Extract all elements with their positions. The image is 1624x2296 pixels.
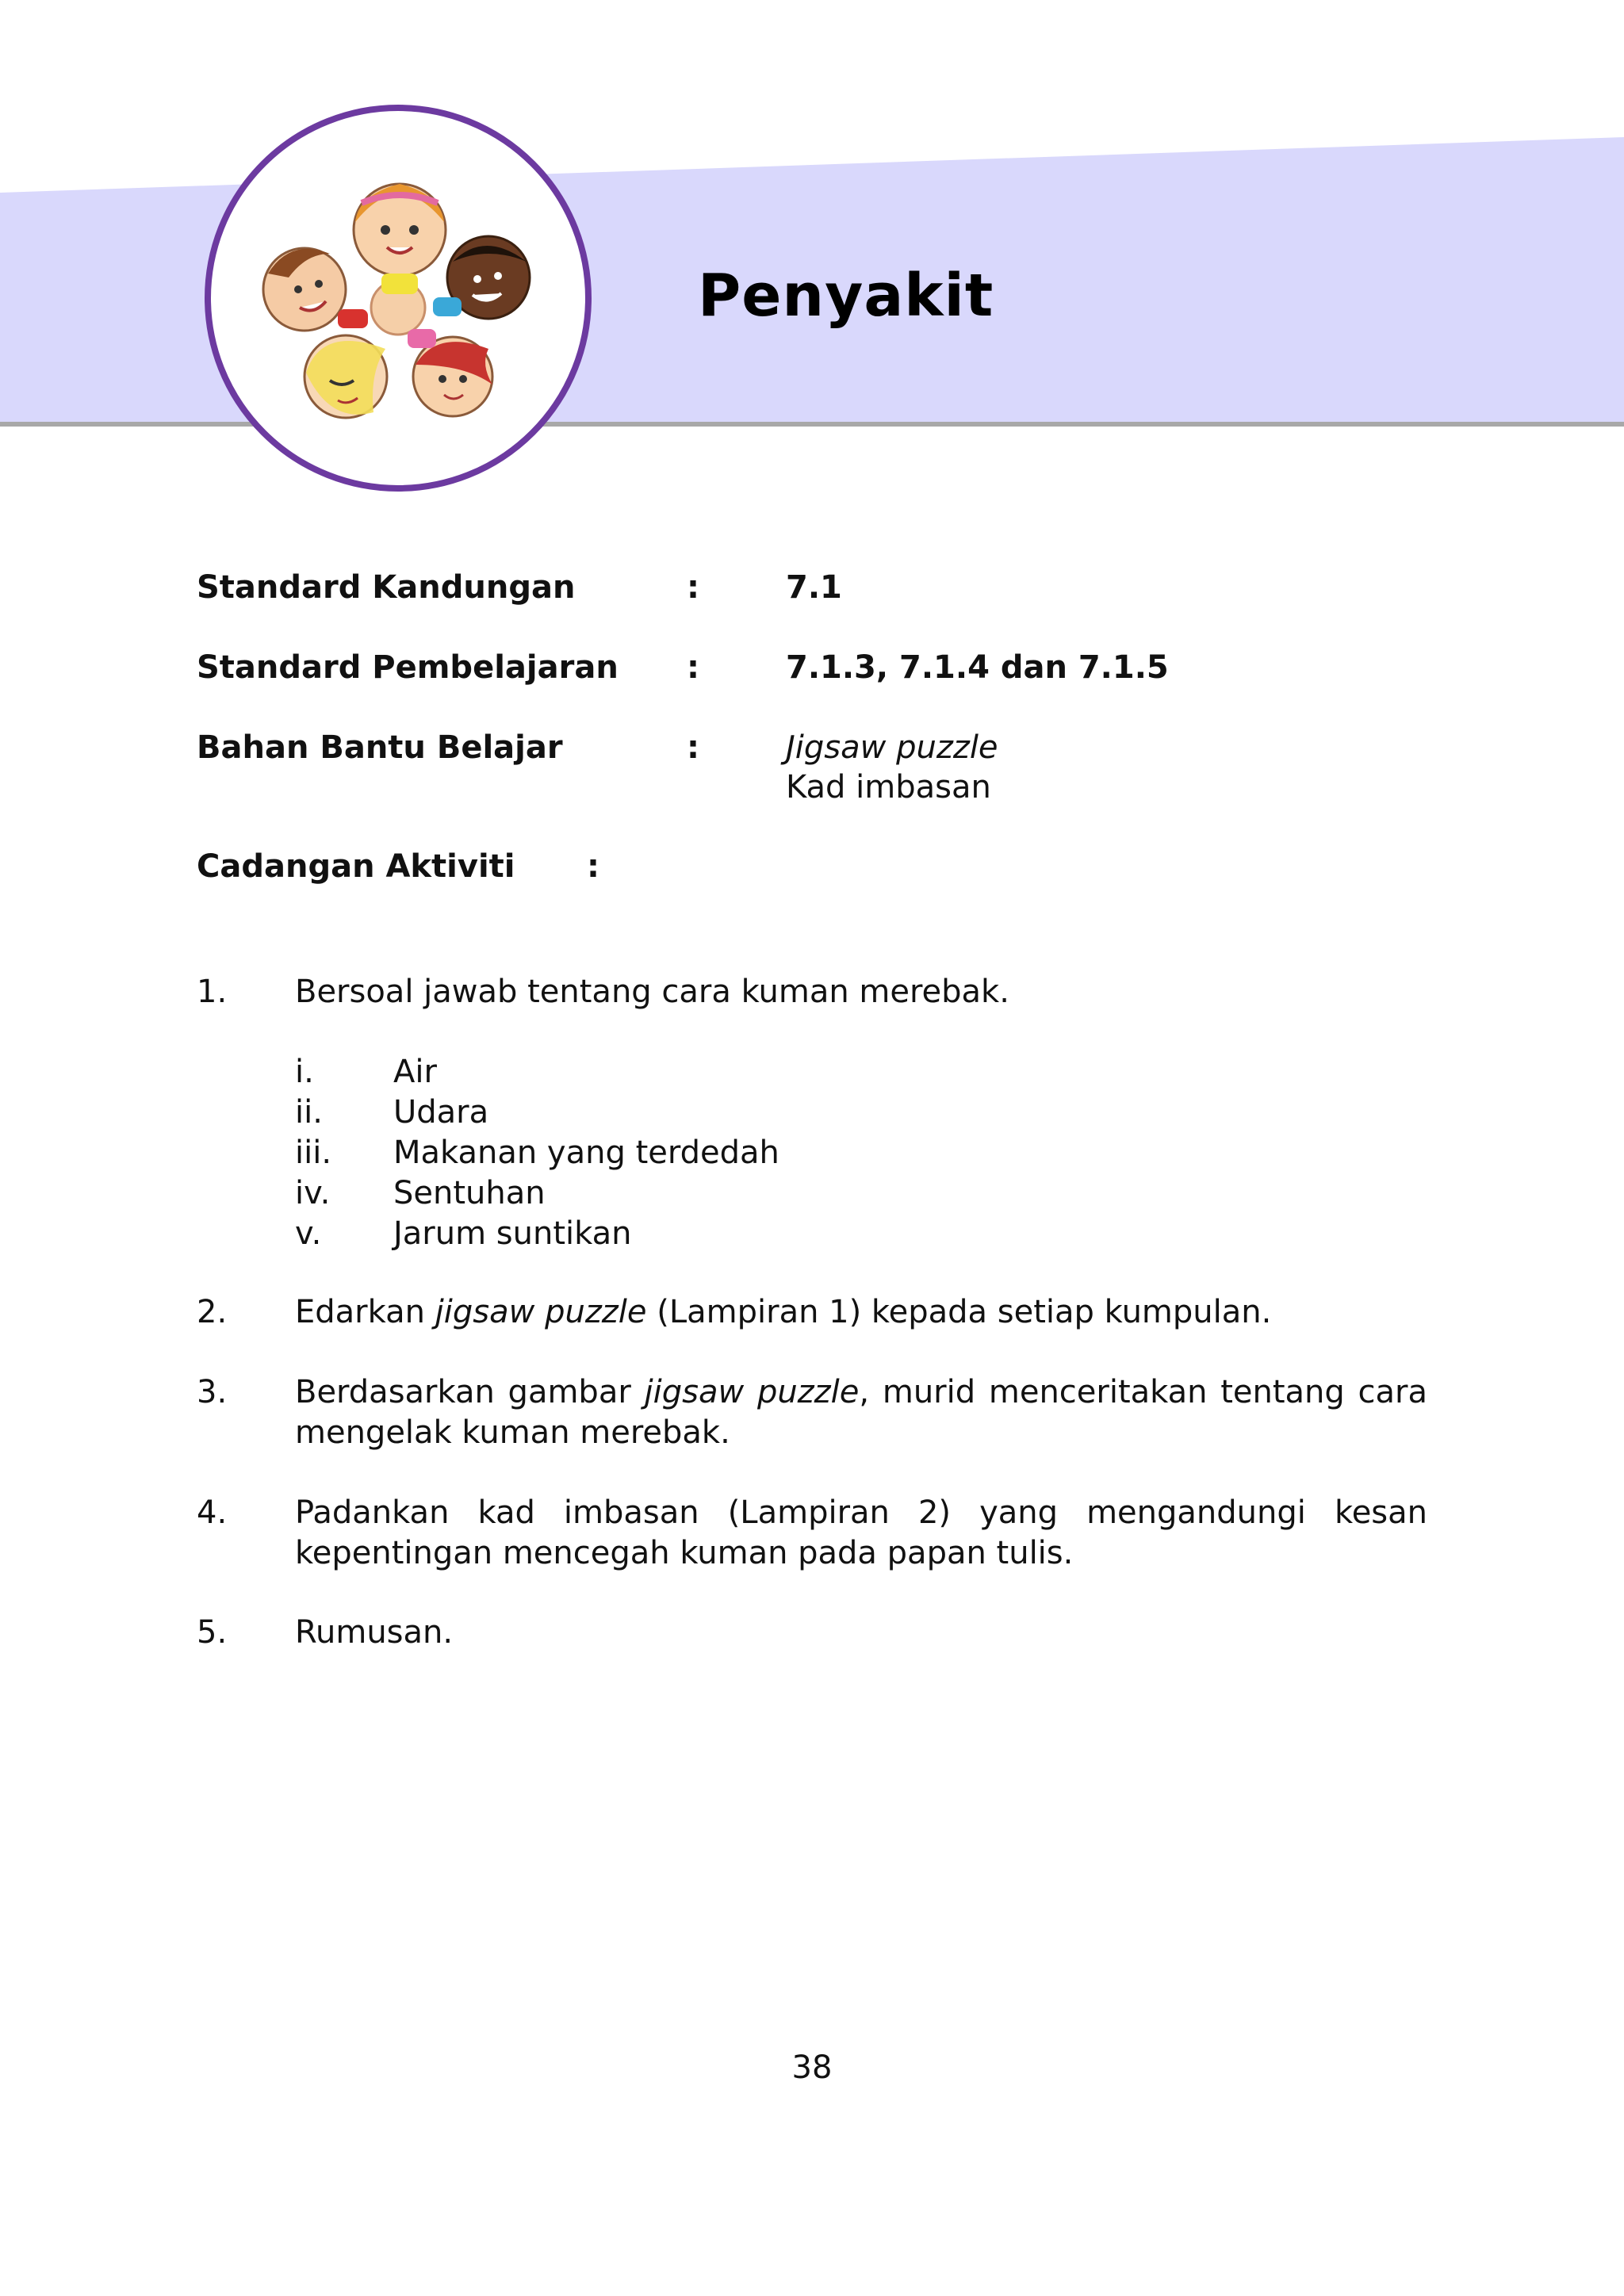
info-value: 7.1.3, 7.1.4 dan 7.1.5: [786, 649, 1169, 686]
page-title: Penyakit: [698, 262, 994, 330]
info-label: Standard Kandungan: [197, 569, 576, 606]
item-number: 2.: [197, 1294, 228, 1330]
item-text-post: , murid menceritakan tentang cara mengelak kuman merebak.: [295, 1374, 1427, 1451]
info-value-line2: Kad imbasan: [786, 769, 991, 806]
item-text-italic: jigsaw puzzle: [435, 1294, 647, 1330]
info-row-bahan-bantu: [197, 729, 1465, 825]
sub-item-number: ii.: [295, 1094, 323, 1131]
info-colon: :: [587, 848, 599, 885]
info-row-standard-pembelajaran: [197, 649, 1465, 729]
item-text-post: (Lampiran 1) kepada setiap kumpulan.: [646, 1294, 1272, 1330]
sub-item-text: Sentuhan: [393, 1175, 546, 1211]
info-label: Cadangan Aktiviti: [197, 848, 515, 885]
sub-item-text: Air: [393, 1054, 437, 1090]
info-colon: :: [687, 569, 699, 606]
sub-item-number: i.: [295, 1054, 314, 1090]
item-text-pre: Edarkan: [295, 1294, 435, 1330]
info-value-line1: Jigsaw puzzle: [786, 729, 998, 766]
sub-item-number: iii.: [295, 1135, 332, 1171]
children-circle-illustration-icon: [205, 105, 592, 492]
item-text: Rumusan.: [295, 1614, 454, 1651]
item-number: 1.: [197, 974, 228, 1010]
info-row-cadangan: [197, 848, 1465, 928]
item-text: Padankan kad imbasan (Lampiran 2) yang mengandungi kesan kepentingan mencegah kuman pada papan tulis.: [295, 1494, 1427, 1571]
sub-item-number: v.: [295, 1215, 322, 1252]
info-row-standard-kandungan: [197, 569, 1465, 649]
item-text: [295, 1372, 1427, 1453]
sub-item-text: Udara: [393, 1094, 489, 1131]
info-value: 7.1: [786, 569, 842, 606]
item-text: [295, 1292, 1427, 1333]
item-number: 3.: [197, 1374, 228, 1410]
info-label: Bahan Bantu Belajar: [197, 729, 563, 766]
item-number: 4.: [197, 1494, 228, 1531]
sub-item-number: iv.: [295, 1175, 331, 1211]
info-colon: :: [687, 649, 699, 686]
item-text: Bersoal jawab tentang cara kuman merebak.: [295, 974, 1009, 1010]
sub-item-text: Makanan yang terdedah: [393, 1135, 779, 1171]
info-value: [786, 729, 998, 806]
sub-item-text: Jarum suntikan: [393, 1215, 632, 1252]
info-colon: :: [687, 729, 699, 766]
page-number: 38: [791, 2049, 833, 2086]
info-label: Standard Pembelajaran: [197, 649, 619, 686]
item-number: 5.: [197, 1614, 228, 1651]
item-text-pre: Berdasarkan gambar: [295, 1374, 645, 1410]
item-text-italic: jigsaw puzzle: [644, 1374, 860, 1410]
